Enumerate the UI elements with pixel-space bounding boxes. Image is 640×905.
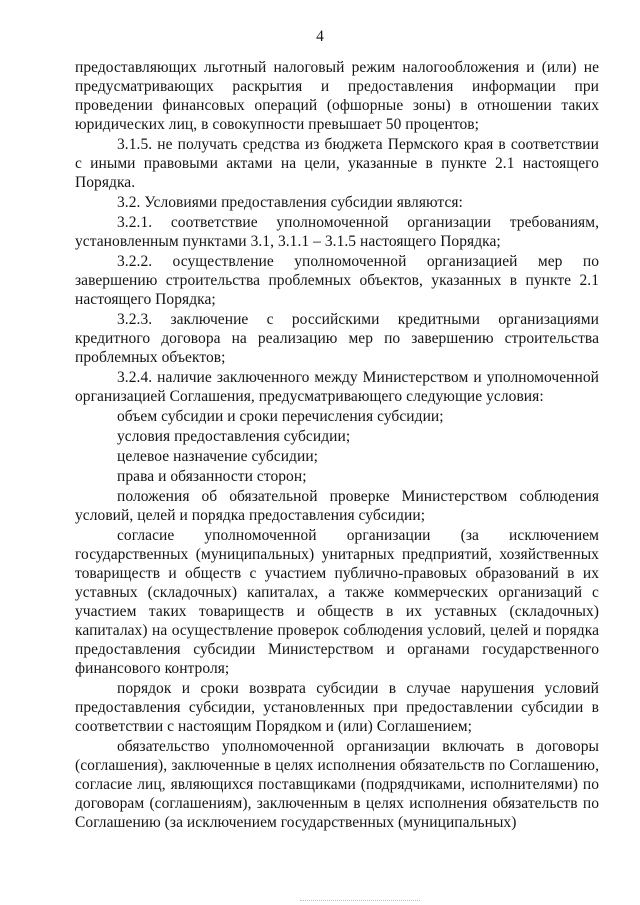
paragraph: 3.2.2. осуществление уполномоченной организацией мер по завершению строительства проблемных объектов, указанных в пункте 2.1 настоящего Порядка; [75, 253, 599, 308]
paragraph: 3.2.3. заключение с российскими кредитными организациями кредитного договора на реализацию мер по завершению строительства проблемных объектов; [75, 311, 599, 366]
paragraph: обязательство уполномоченной организации включать в договоры (соглашения), заключенные в целях исполнения обязательств по Соглашению, согласие лиц, являющихся поставщиками (подрядчиками, исполнителями) по договорам (соглашениям), заключенным в целях исполнения обязательств по Соглашению (за исключением государственных (муниципальных) [75, 738, 599, 831]
paragraph: целевое назначение субсидии; [117, 448, 319, 465]
document-body [75, 58, 599, 832]
paragraph: права и обязанности сторон; [117, 468, 307, 485]
scan-artifact [300, 900, 420, 902]
paragraph: согласие уполномоченной организации (за исключением государственных (муниципальных) унитарных предприятий, хозяйственных товариществ и обществ с участием публично-правовых образований в их уставных (складочных) капиталах, а также коммерческих организаций с участием таких товариществ и обществ в их уставных (складочных) капиталах) на осуществление проверок соблюдения условий, целей и порядка предоставления субсидии Министерством и органами государственного финансового контроля; [75, 527, 599, 677]
paragraph: предоставляющих льготный налоговый режим налогообложения и (или) не предусматривающих раскрытия и предоставления информации при проведении финансовых операций (офшорные зоны) в отношении таких юридических лиц, в совокупности превышает 50 процентов; [75, 59, 599, 133]
paragraph: объем субсидии и сроки перечисления субсидии; [117, 408, 444, 425]
paragraph: 3.2.4. наличие заключенного между Министерством и уполномоченной организацией Соглашения, предусматривающего следующие условия: [75, 369, 599, 405]
paragraph: 3.2.1. соответствие уполномоченной организации требованиям, установленным пунктами 3.1, 3.1.1 – 3.1.5 настоящего Порядка; [75, 214, 599, 250]
paragraph: 3.1.5. не получать средства из бюджета Пермского края в соответствии с иными правовыми актами на цели, указанные в пункте 2.1 настоящего Порядка. [75, 136, 599, 191]
paragraph: 3.2. Условиями предоставления субсидии являются: [117, 194, 463, 211]
paragraph: порядок и сроки возврата субсидии в случае нарушения условий предоставления субсидии, установленных при предоставлении субсидии в соответствии с настоящим Порядком и (или) Соглашением; [75, 680, 599, 735]
paragraph: положения об обязательной проверке Министерством соблюдения условий, целей и порядка предоставления субсидии; [75, 488, 599, 524]
paragraph: условия предоставления субсидии; [117, 428, 351, 445]
page-number: 4 [316, 28, 324, 45]
